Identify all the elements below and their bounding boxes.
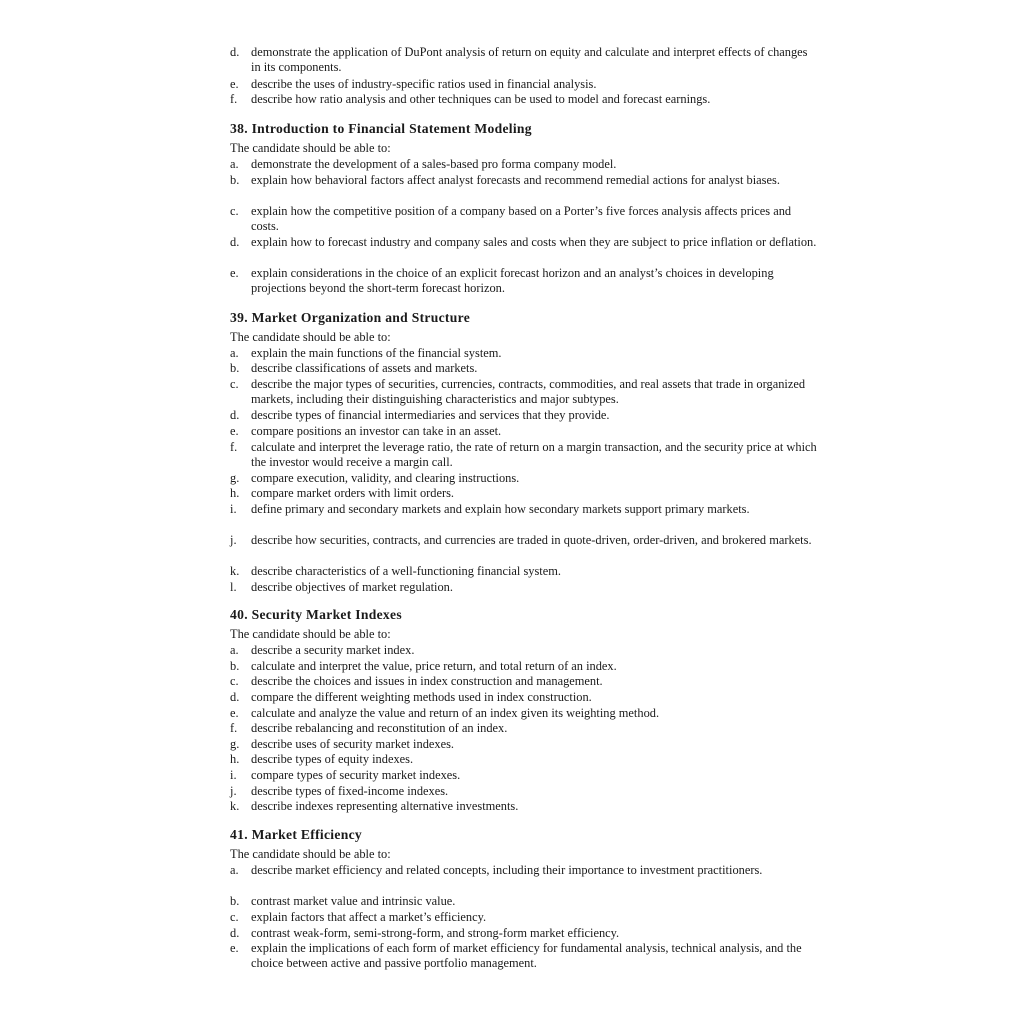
- item-text: compare execution, validity, and clearing instructions.: [251, 471, 520, 485]
- list-item: [230, 863, 820, 878]
- list-item: [230, 533, 820, 548]
- item-text: calculate and interpret the value, price return, and total return of an index.: [251, 659, 617, 673]
- item-text: compare market orders with limit orders.: [251, 486, 455, 500]
- item-letter: h.: [230, 752, 240, 766]
- item-letter: b.: [230, 894, 240, 908]
- list-item: [230, 235, 820, 250]
- list-item: [230, 564, 820, 579]
- list-item: [230, 440, 820, 470]
- item-text: explain the implications of each form of market efficiency for fundamental analysis, technical analysis, and the choice between active and passive portfolio management.: [251, 941, 802, 971]
- section-heading: 39. Market Organization and Structure: [230, 310, 471, 325]
- list-item: [230, 77, 820, 92]
- item-letter: g.: [230, 737, 240, 751]
- item-text: compare types of security market indexes.: [251, 768, 461, 782]
- item-text: explain how to forecast industry and company sales and costs when they are subject to price inflation or deflation.: [251, 235, 817, 249]
- item-letter: d.: [230, 408, 240, 422]
- list-item: [230, 45, 820, 75]
- item-letter: e.: [230, 266, 239, 280]
- item-letter: e.: [230, 941, 239, 955]
- section-intro: The candidate should be able to:: [230, 847, 391, 861]
- item-text: contrast weak-form, semi-strong-form, and strong-form market efficiency.: [251, 926, 620, 940]
- item-letter: j.: [230, 784, 237, 798]
- item-letter: i.: [230, 768, 237, 782]
- item-letter: b.: [230, 173, 240, 187]
- item-letter: c.: [230, 910, 239, 924]
- item-text: describe a security market index.: [251, 643, 415, 657]
- list-item: [230, 266, 820, 296]
- item-letter: d.: [230, 926, 240, 940]
- item-text: describe the major types of securities, currencies, contracts, commodities, and real assets that trade in organized markets, including their distinguishing characteristics and major subtypes.: [251, 377, 806, 407]
- item-text: describe types of fixed-income indexes.: [251, 784, 449, 798]
- list-item: [230, 92, 820, 107]
- item-letter: a.: [230, 346, 239, 360]
- item-text: describe rebalancing and reconstitution of an index.: [251, 721, 508, 735]
- list-item: [230, 502, 820, 517]
- list-item: [230, 204, 820, 234]
- item-text: describe indexes representing alternative investments.: [251, 799, 519, 813]
- item-text: calculate and analyze the value and return of an index given its weighting method.: [251, 706, 660, 720]
- list-item: [230, 486, 820, 501]
- list-item: [230, 361, 820, 376]
- item-letter: k.: [230, 564, 240, 578]
- item-text: describe classifications of assets and markets.: [251, 361, 478, 375]
- list-item: [230, 157, 820, 172]
- list-item: [230, 580, 820, 595]
- list-item: [230, 784, 820, 799]
- item-text: describe types of financial intermediaries and services that they provide.: [251, 408, 610, 422]
- item-text: describe market efficiency and related concepts, including their importance to investment practitioners.: [251, 863, 763, 877]
- item-text: describe how ratio analysis and other techniques can be used to model and forecast earnings.: [251, 92, 711, 106]
- item-letter: g.: [230, 471, 240, 485]
- item-text: demonstrate the application of DuPont analysis of return on equity and calculate and interpret effects of changes in its components.: [251, 45, 808, 75]
- item-text: demonstrate the development of a sales-based pro forma company model.: [251, 157, 617, 171]
- list-item: [230, 346, 820, 361]
- item-letter: i.: [230, 502, 237, 516]
- item-letter: f.: [230, 721, 238, 735]
- item-letter: e.: [230, 77, 239, 91]
- item-letter: e.: [230, 706, 239, 720]
- section-heading: 41. Market Efficiency: [230, 827, 363, 842]
- list-item: [230, 752, 820, 767]
- list-item: [230, 674, 820, 689]
- list-item: [230, 799, 820, 814]
- item-letter: d.: [230, 690, 240, 704]
- item-text: explain how behavioral factors affect analyst forecasts and recommend remedial actions for analyst biases.: [251, 173, 780, 187]
- section-intro: The candidate should be able to:: [230, 330, 391, 344]
- list-item: [230, 706, 820, 721]
- item-text: calculate and interpret the leverage ratio, the rate of return on a margin transaction, and the security price at which the investor would receive a margin call.: [251, 440, 817, 470]
- item-letter: b.: [230, 361, 240, 375]
- list-item: [230, 926, 820, 941]
- list-item: [230, 910, 820, 925]
- item-text: contrast market value and intrinsic value.: [251, 894, 456, 908]
- list-item: [230, 941, 820, 971]
- list-item: [230, 721, 820, 736]
- item-text: describe types of equity indexes.: [251, 752, 414, 766]
- item-text: define primary and secondary markets and explain how secondary markets support primary markets.: [251, 502, 750, 516]
- list-item: [230, 377, 820, 407]
- item-letter: d.: [230, 235, 240, 249]
- item-letter: k.: [230, 799, 240, 813]
- section-intro: The candidate should be able to:: [230, 627, 391, 641]
- list-item: [230, 690, 820, 705]
- item-text: describe characteristics of a well-functioning financial system.: [251, 564, 561, 578]
- list-item: [230, 424, 820, 439]
- item-letter: d.: [230, 45, 240, 59]
- item-text: explain the main functions of the financial system.: [251, 346, 502, 360]
- item-text: describe how securities, contracts, and currencies are traded in quote-driven, order-driven, and brokered markets.: [251, 533, 812, 547]
- list-item: [230, 173, 820, 188]
- list-item: [230, 643, 820, 658]
- list-item: [230, 737, 820, 752]
- list-item: [230, 408, 820, 423]
- item-letter: h.: [230, 486, 240, 500]
- item-text: explain considerations in the choice of an explicit forecast horizon and an analyst’s choices in developing projections beyond the short-term forecast horizon.: [251, 266, 774, 296]
- item-text: describe the uses of industry-specific ratios used in financial analysis.: [251, 77, 597, 91]
- item-letter: c.: [230, 377, 239, 391]
- item-letter: a.: [230, 643, 239, 657]
- item-text: describe the choices and issues in index construction and management.: [251, 674, 603, 688]
- section-heading: 38. Introduction to Financial Statement Modeling: [230, 121, 532, 136]
- item-letter: a.: [230, 157, 239, 171]
- section-heading: 40. Security Market Indexes: [230, 607, 402, 622]
- item-text: explain how the competitive position of a company based on a Porter’s five forces analysis affects prices and costs.: [251, 204, 792, 234]
- item-text: describe objectives of market regulation.: [251, 580, 453, 594]
- item-letter: c.: [230, 674, 239, 688]
- item-letter: l.: [230, 580, 237, 594]
- item-letter: a.: [230, 863, 239, 877]
- item-letter: f.: [230, 92, 238, 106]
- item-letter: e.: [230, 424, 239, 438]
- list-item: [230, 471, 820, 486]
- item-text: explain factors that affect a market’s efficiency.: [251, 910, 487, 924]
- item-text: describe uses of security market indexes.: [251, 737, 454, 751]
- section-intro: The candidate should be able to:: [230, 141, 391, 155]
- item-letter: b.: [230, 659, 240, 673]
- item-letter: f.: [230, 440, 238, 454]
- item-text: compare positions an investor can take in an asset.: [251, 424, 502, 438]
- item-text: compare the different weighting methods used in index construction.: [251, 690, 592, 704]
- item-letter: j.: [230, 533, 237, 547]
- item-letter: c.: [230, 204, 239, 218]
- list-item: [230, 768, 820, 783]
- list-item: [230, 894, 820, 909]
- list-item: [230, 659, 820, 674]
